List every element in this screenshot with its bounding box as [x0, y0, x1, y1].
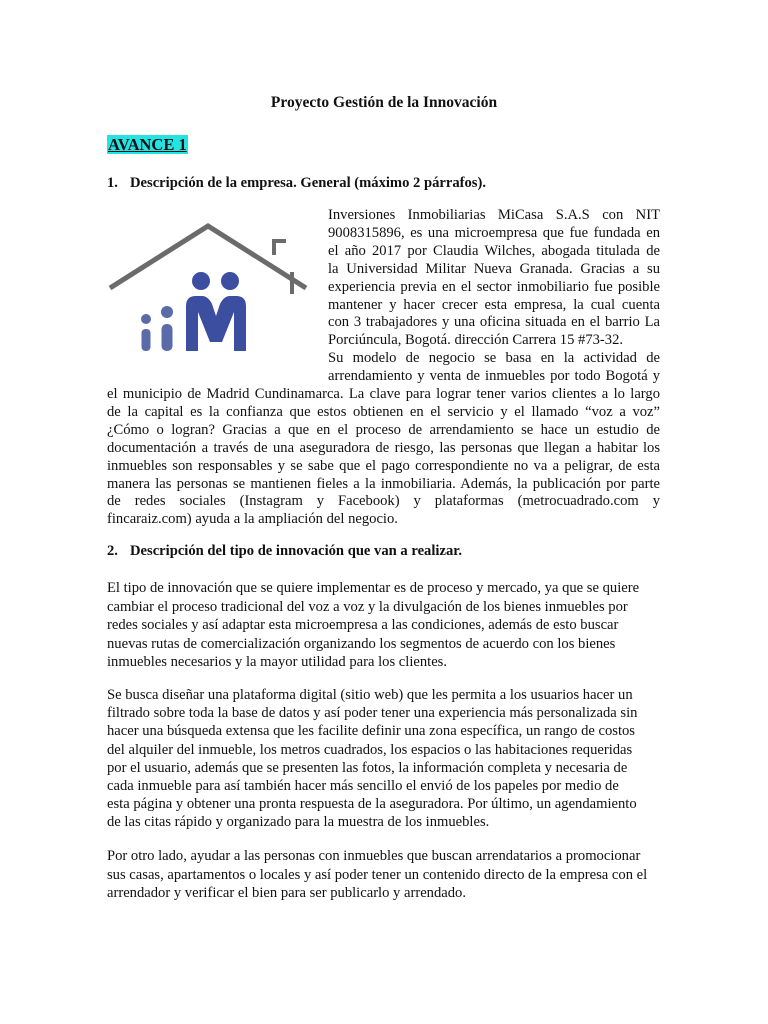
logo-i1-dot [141, 314, 151, 324]
text-line: Su modelo de negocio se basa en la actividad de [328, 350, 660, 367]
section-1-number: 1. [107, 175, 118, 191]
logo-m-letter [186, 296, 246, 351]
section-1-heading [107, 175, 486, 193]
text-line: experiencia previa en el sector inmobiliario fue posible [328, 278, 660, 295]
text-line: el año 2017 por Claudia Wilches, abogada titulada de [328, 242, 660, 259]
logo-chimney [274, 241, 286, 255]
logo-i1-stem [142, 329, 151, 351]
text-line: con 3 trabajadores y una oficina situada en el barrio La [328, 314, 660, 331]
text-line: fincaraiz.com) ayuda a la ampliación del negocio. [107, 511, 398, 528]
text-line: mantener y hacer crecer esta empresa, la cual cuenta [328, 296, 660, 313]
text-line: inmuebles necesarios y la mayor utilidad para los clientes. [107, 654, 448, 670]
text-line: esta página y obtener una pronta respuesta de la aseguradora. Por último, un agendamiento [107, 796, 637, 813]
section-2-heading [107, 543, 462, 561]
section-2-number: 2. [107, 543, 118, 559]
text-line: el municipio de Madrid Cundinamarca. La clave para lograr tener varios clientes a lo largo [107, 386, 660, 402]
text-line: manera las personas se mantienen fieles a la inmobiliaria. Además, la publicación por parte [107, 475, 660, 492]
logo-i2-dot [161, 306, 173, 318]
text-line: cada inmueble para así también hacer más sencillo el envió de los papeles por medio de [107, 778, 619, 794]
avance-label: AVANCE 1 [108, 135, 187, 154]
text-line: El tipo de innovación que se quiere implementar es de proceso y mercado, ya que se quiere [107, 580, 640, 596]
company-logo-icon [106, 208, 316, 368]
logo-m-head-left [192, 272, 210, 290]
text-line: documentación a través de una aseguradora de riesgo, las personas que llegan a habitar los [107, 439, 660, 456]
text-line: redes sociales y así adaptar esta microempresa a las condiciones, además de esto buscar [107, 617, 619, 633]
text-line: Se busca diseñar una plataforma digital (sitio web) que les permita a los usuarios hacer un [107, 687, 633, 703]
text-line: arrendador y verificar el bien para ser publicarlo y arrendado. [107, 885, 466, 901]
text-line: nuevas rutas de comercialización organizando los segmentos de acuerdo con los bienes [107, 635, 616, 652]
text-line: de la capital es la confianza que estos obtienen en el servicio y el llamado “voz a voz” [107, 403, 660, 420]
text-line: arrendamiento y venta de inmuebles por todo Bogotá y [328, 368, 660, 385]
text-line: Porciúncula, Bogotá. dirección Carrera 15 #73-32. [328, 332, 624, 349]
text-line: Inversiones Inmobiliarias MiCasa S.A.S con NIT [328, 207, 660, 223]
text-line: filtrado sobre toda la base de datos y así poder tener una experiencia más personalizada sin [107, 705, 638, 722]
text-line: por el usuario, además que se presenten las fotos, la información completa y necesaria de [107, 759, 628, 776]
text-line: la Universidad Militar Nueva Granada. Gracias a su [328, 260, 660, 277]
text-line: de redes sociales (Instagram y Facebook) y plataformas (metrocuadrado.com y [107, 493, 660, 510]
text-line: inmuebles son responsables y se sabe que el pago correspondiente no va a peligrar, de esta [107, 457, 660, 474]
section-2-heading-text: Descripción del tipo de innovación que van a realizar. [130, 543, 463, 559]
document-title: Proyecto Gestión de la Innovación [270, 94, 498, 111]
text-line: ¿Cómo o logran? Gracias a que en el proceso de arrendamiento se hace un estudio de [107, 421, 660, 438]
section-1-heading-text: Descripción de la empresa. General (máximo 2 párrafos). [130, 175, 486, 191]
text-line: hacer una búsqueda extensa que les facilite definir una zona específica, un rango de costos [107, 723, 635, 740]
text-line: Por otro lado, ayudar a las personas con inmuebles que buscan arrendatarios a promocionar [107, 848, 641, 864]
text-line: del alquiler del inmueble, los metros cuadrados, los espacios o las habitaciones requeridas [107, 741, 633, 758]
logo-m-head-right [221, 272, 239, 290]
text-line: sus casas, apartamentos o locales y así poder tener un contenido directo de la empresa con el [107, 866, 648, 883]
text-line: de las citas rápido y organizado para la muestra de los inmuebles. [107, 814, 490, 831]
text-line: cambiar el proceso tradicional del voz a voz y la divulgación de los bienes inmuebles por [107, 598, 628, 615]
text-line: 9008315896, es una microempresa que fue fundada en [328, 224, 660, 241]
logo-i2-stem [162, 324, 173, 351]
